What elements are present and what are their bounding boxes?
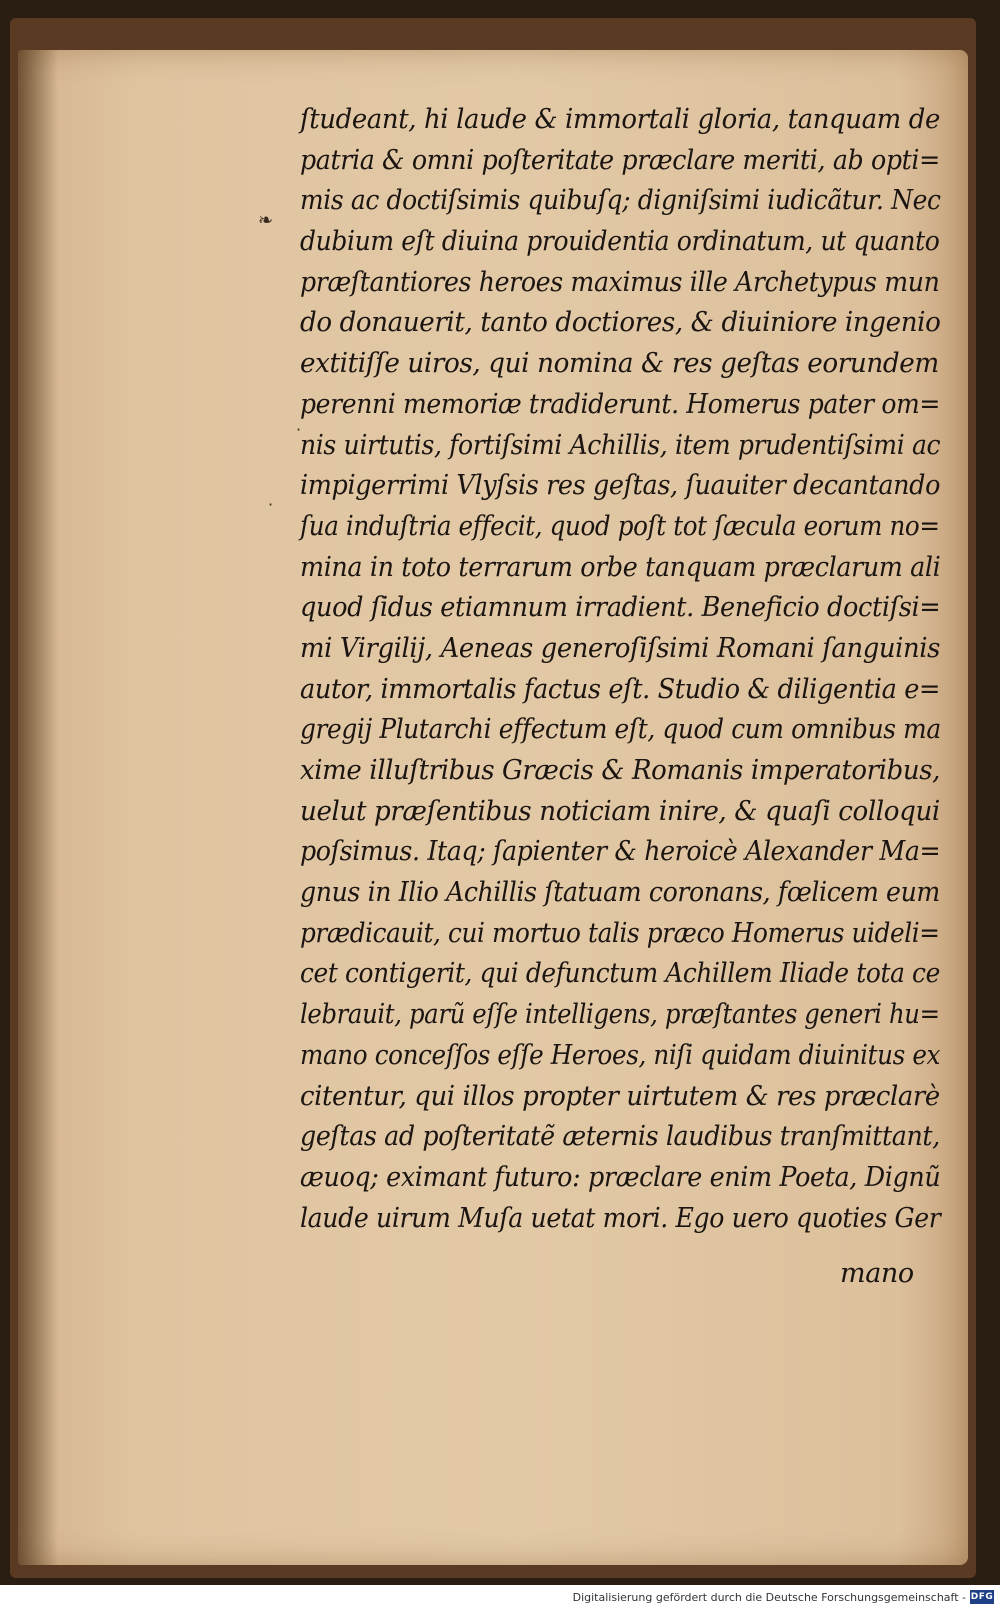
text-line: quod ſidus etiamnum irradient. Beneficio doctiſsi= [300,592,941,624]
text-line: poſsimus. Itaq; ſapienter & heroicè Alexander Ma= [300,836,941,868]
dfg-logo: DFG [970,1592,994,1602]
text-line: præſtantiores heroes maximus ille Archetypus mun [300,266,940,298]
text-line: gregij Plutarchi effectum eſt, quod cum omnibus ma [300,714,941,746]
margin-dot: · [268,495,274,514]
text-line: perenni memoriæ tradiderunt. Homerus pater om= [300,388,941,420]
text-line: ſtudeant, hi laude & immortali gloria, tanquam de [300,104,940,135]
text-line: extitiſſe uiros, qui nomina & res geſtas eorundem [300,348,939,380]
text-line: mis ac doctiſsimis quibuſq; digniſsimi iudicãtur. Nec [300,185,941,217]
text-line: lebrauit, parũ eſſe intelligens, præſtantes generi hu= [300,999,940,1031]
text-line: autor, immortalis factus eſt. Studio & diligentia e= [300,673,941,705]
text-line: ſua induſtria effecit, quod poſt tot ſæcula eorum no= [300,510,940,542]
body-text [300,100,960,1239]
text-line: geſtas ad poſteritatẽ æternis laudibus tranſmittant, [300,1121,940,1153]
text-line: prædicauit, cui mortuo talis præco Homerus uideli= [300,917,940,949]
text-line: mina in toto terrarum orbe tanquam præclarum ali [300,551,941,583]
footer-credit: Digitalisierung gefördert durch die Deutsche Forschungsgemeinschaft - [572,1591,966,1604]
text-line: impigerrimi Vlyſsis res geſtas, ſuauiter decantando [300,470,941,502]
text-line: mi Virgilij, Aeneas generoſiſsimi Romani ſanguinis [300,632,941,664]
text-line: patria & omni poſteritate præclare meriti, ab opti= [300,144,940,176]
text-line: gnus in Ilio Achillis ſtatuam coronans, fœlicem eum [300,877,940,909]
spine-shadow [18,50,58,1565]
text-line: æuoq; eximant futuro: præclare enim Poeta, Dignũ [300,1161,941,1193]
text-line: cet contigerit, qui defunctum Achillem Iliade tota ce [300,958,940,990]
text-line: xime illuſtribus Græcis & Romanis imperatoribus, [300,755,941,786]
text-line: do donauerit, tanto doctiores, & diuiniore ingenio [300,307,941,339]
text-line: nis uirtutis, fortiſsimi Achillis, item prudentiſsimi ac [300,429,941,461]
text-line: mano conceſſos eſſe Heroes, niſi quidam diuinitus ex [300,1039,941,1071]
margin-mark: ❧ [258,210,274,231]
catchword: mano [840,1258,914,1289]
text-line: dubium eſt diuina prouidentia ordinatum, ut quanto [300,226,940,258]
text-line: citentur, qui illos propter uirtutem & res præclarè [300,1080,940,1112]
text-line: uelut præſentibus noticiam inire, & quaſi colloqui [300,795,940,827]
text-line: laude uirum Muſa uetat mori. Ego uero quoties Ger [300,1202,941,1234]
margin-dot: · [296,420,302,439]
